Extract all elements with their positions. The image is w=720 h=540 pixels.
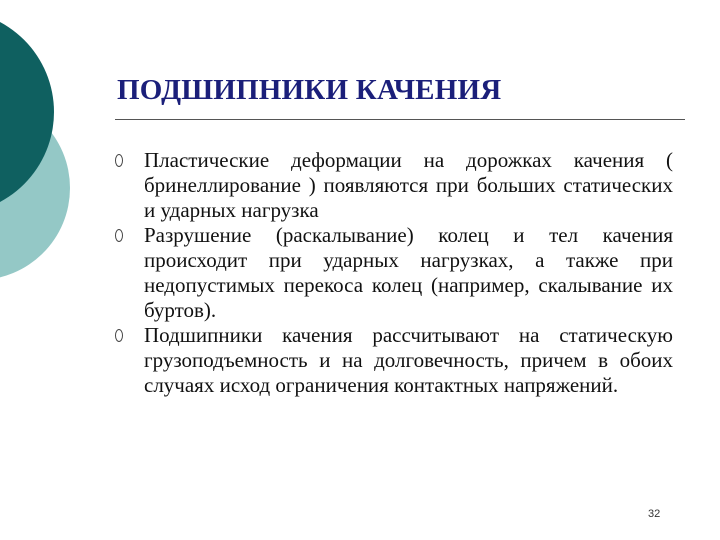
bullet-circle-icon	[115, 154, 123, 167]
bullet-item-bearing-calculation	[115, 323, 673, 398]
bullet-text: Разрушение (раскалывание) колец и тел качения происходит при ударных нагрузках, а также при недопустимых перекоса колец (например, скалывание их буртов).	[144, 223, 673, 322]
decorative-circles	[0, 0, 130, 300]
bullet-text: Пластические деформации на дорожках качения ( бринеллирование ) появляются при больших статических и ударных нагрузка	[144, 148, 673, 222]
page-number: 32	[648, 508, 661, 520]
bullet-circle-icon	[115, 229, 123, 242]
bullet-text: Подшипники качения рассчитывают на статическую грузоподъемность и на долговечность, причем в обоих случаях исход ограничения контактных напряжений.	[144, 323, 673, 397]
bullet-circle-icon	[115, 329, 123, 342]
bullet-item-plastic-deformation	[115, 148, 673, 223]
decorative-circles-graphic	[0, 0, 130, 300]
title-underline-divider	[115, 119, 685, 120]
slide-title: ПОДШИПНИКИ КАЧЕНИЯ	[117, 74, 502, 106]
bullet-list	[115, 148, 673, 398]
bullet-item-ring-destruction	[115, 223, 673, 323]
